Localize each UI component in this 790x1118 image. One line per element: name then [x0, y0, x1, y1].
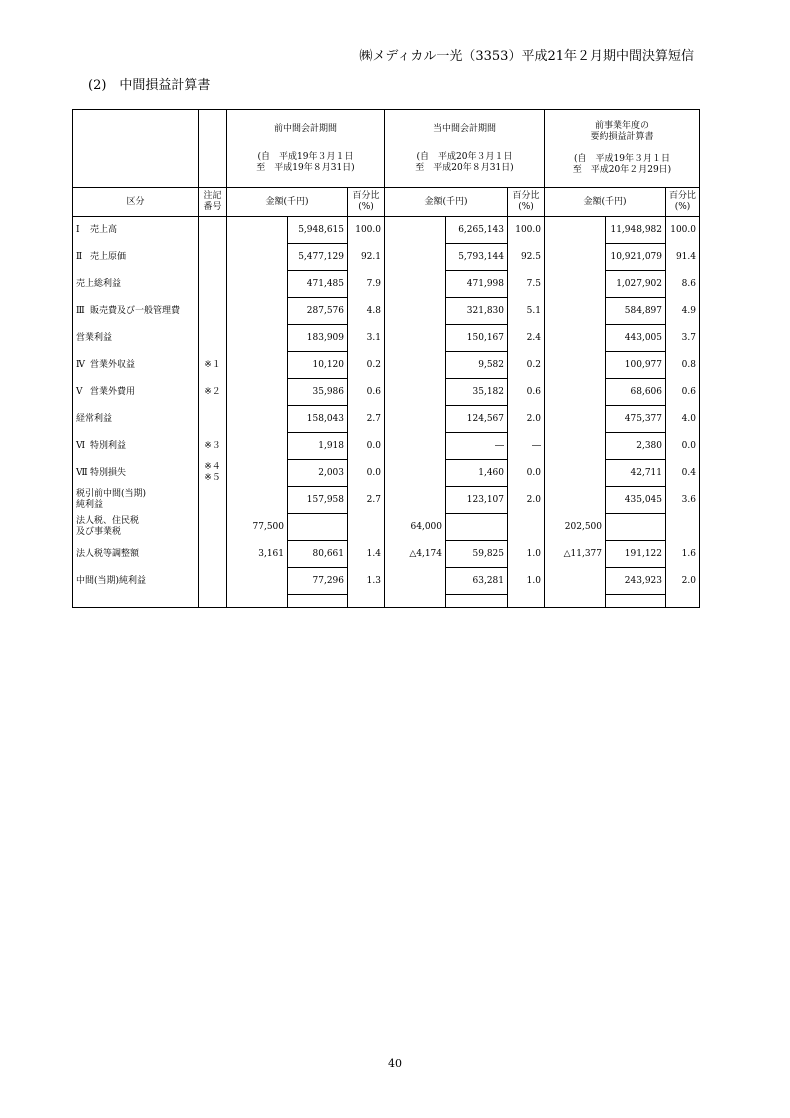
- row-note-number: [199, 244, 227, 271]
- row-note-number: [199, 406, 227, 433]
- col-label-note: 注記 番号: [199, 188, 227, 217]
- row-amount-cell: 77,296: [288, 568, 348, 595]
- row-roman-numeral: Ⅲ: [76, 305, 85, 316]
- row-sub-amount-cell: [385, 352, 446, 379]
- row-percent-cell: [348, 514, 385, 541]
- row-note-number: ※２: [199, 379, 227, 406]
- row-sub-amount-cell: [227, 568, 288, 595]
- row-sub-amount-cell: [545, 460, 606, 487]
- row-note-number: [199, 271, 227, 298]
- row-percent-cell: 92.5: [508, 244, 545, 271]
- col-label-amount: 金額(千円): [227, 188, 348, 217]
- end-cell: [446, 595, 508, 608]
- row-amount-cell: 287,576: [288, 298, 348, 325]
- period-header-row: [73, 110, 700, 188]
- period-range: (自 平成19年３月１日 至 平成19年８月31日): [256, 151, 355, 173]
- row-sub-amount-cell: [227, 271, 288, 298]
- table-row: [73, 487, 700, 514]
- row-amount-cell: 243,923: [606, 568, 666, 595]
- row-sub-amount-cell: [545, 352, 606, 379]
- row-amount-cell: 321,830: [446, 298, 508, 325]
- row-roman-numeral: Ⅰ: [76, 224, 80, 235]
- row-percent-cell: [666, 514, 700, 541]
- row-note-number: [199, 217, 227, 244]
- row-item-cell: [73, 487, 199, 514]
- end-cell: [199, 595, 227, 608]
- row-sub-amount-cell: △4,174: [385, 541, 446, 568]
- row-item-cell: [73, 217, 199, 244]
- row-sub-amount-cell: [545, 433, 606, 460]
- table-row: [73, 325, 700, 352]
- row-item-cell: [73, 433, 199, 460]
- row-percent-cell: 0.0: [508, 460, 545, 487]
- row-sub-amount-cell: [227, 217, 288, 244]
- row-sub-amount-cell: [385, 433, 446, 460]
- row-sub-amount-cell: 202,500: [545, 514, 606, 541]
- row-roman-numeral: Ⅳ: [76, 359, 85, 370]
- row-percent-cell: 0.6: [508, 379, 545, 406]
- row-amount-cell: 5,793,144: [446, 244, 508, 271]
- table-row: [73, 460, 700, 487]
- row-amount-cell: 475,377: [606, 406, 666, 433]
- row-sub-amount-cell: [385, 460, 446, 487]
- row-amount-cell: [446, 514, 508, 541]
- row-percent-cell: 5.1: [508, 298, 545, 325]
- row-item-cell: [73, 325, 199, 352]
- row-sub-amount-cell: [545, 298, 606, 325]
- row-percent-cell: 0.2: [348, 352, 385, 379]
- row-amount-cell: 150,167: [446, 325, 508, 352]
- row-label: 販売費及び一般管理費: [90, 305, 181, 316]
- row-sub-amount-cell: [227, 352, 288, 379]
- period-range: (自 平成20年３月１日 至 平成20年８月31日): [415, 151, 514, 173]
- row-amount-cell: 5,948,615: [288, 217, 348, 244]
- col-label-item: 区分: [73, 188, 199, 217]
- period-title: 前中間会計期間: [273, 123, 337, 134]
- row-percent-cell: 0.4: [666, 460, 700, 487]
- row-percent-cell: 2.0: [508, 487, 545, 514]
- row-amount-cell: 63,281: [446, 568, 508, 595]
- col-label-amount: 金額(千円): [545, 188, 666, 217]
- row-percent-cell: 2.0: [508, 406, 545, 433]
- row-percent-cell: 100.0: [508, 217, 545, 244]
- statement-rows: [73, 217, 700, 595]
- row-amount-cell: 9,582: [446, 352, 508, 379]
- row-amount-cell: 2,003: [288, 460, 348, 487]
- row-percent-cell: 1.0: [508, 541, 545, 568]
- row-label: 売上高: [90, 224, 118, 235]
- row-amount-cell: 100,977: [606, 352, 666, 379]
- column-label-row: [73, 188, 700, 217]
- table-end-row: [73, 595, 700, 608]
- row-roman-numeral: Ⅵ: [76, 440, 86, 451]
- row-percent-cell: 3.6: [666, 487, 700, 514]
- row-label: 営業利益: [76, 332, 113, 343]
- row-amount-cell: 1,918: [288, 433, 348, 460]
- end-cell: [348, 595, 385, 608]
- header-blank-note: [199, 110, 227, 188]
- row-percent-cell: 1.6: [666, 541, 700, 568]
- period-header-prev-interim: [227, 110, 385, 188]
- row-percent-cell: 7.9: [348, 271, 385, 298]
- row-percent-cell: 0.0: [348, 433, 385, 460]
- row-percent-cell: 4.8: [348, 298, 385, 325]
- row-amount-cell: ―: [446, 433, 508, 460]
- row-sub-amount-cell: 77,500: [227, 514, 288, 541]
- row-amount-cell: 183,909: [288, 325, 348, 352]
- period-title: 前事業年度の 要約損益計算書: [590, 121, 654, 142]
- row-percent-cell: 4.9: [666, 298, 700, 325]
- row-sub-amount-cell: [385, 217, 446, 244]
- table-row: [73, 541, 700, 568]
- row-item-cell: [73, 514, 199, 541]
- row-sub-amount-cell: [227, 325, 288, 352]
- row-percent-cell: 1.4: [348, 541, 385, 568]
- row-amount-cell: 158,043: [288, 406, 348, 433]
- row-amount-cell: [606, 514, 666, 541]
- row-amount-cell: 2,380: [606, 433, 666, 460]
- row-sub-amount-cell: [385, 568, 446, 595]
- row-sub-amount-cell: [385, 298, 446, 325]
- row-sub-amount-cell: [227, 433, 288, 460]
- period-title: 当中間会計期間: [432, 123, 496, 134]
- end-cell: [227, 595, 288, 608]
- row-label: 特別利益: [90, 440, 127, 451]
- row-sub-amount-cell: [227, 298, 288, 325]
- table-row: [73, 379, 700, 406]
- row-item-cell: [73, 406, 199, 433]
- row-amount-cell: 80,661: [288, 541, 348, 568]
- end-cell: [606, 595, 666, 608]
- row-percent-cell: 8.6: [666, 271, 700, 298]
- row-roman-numeral: Ⅴ: [76, 386, 83, 397]
- table-row: [73, 406, 700, 433]
- row-percent-cell: ―: [508, 433, 545, 460]
- row-percent-cell: 4.0: [666, 406, 700, 433]
- table-row: [73, 244, 700, 271]
- row-item-cell: [73, 271, 199, 298]
- table-row: [73, 298, 700, 325]
- row-note-number: [199, 298, 227, 325]
- row-amount-cell: 35,986: [288, 379, 348, 406]
- row-item-cell: [73, 568, 199, 595]
- row-percent-cell: 0.0: [348, 460, 385, 487]
- row-label: 特別損失: [90, 467, 127, 478]
- row-amount-cell: [288, 514, 348, 541]
- col-label-pct: 百分比 (%): [348, 188, 385, 217]
- row-amount-cell: 42,711: [606, 460, 666, 487]
- row-sub-amount-cell: [385, 244, 446, 271]
- table-row: [73, 433, 700, 460]
- row-amount-cell: 59,825: [446, 541, 508, 568]
- row-note-number: [199, 514, 227, 541]
- row-label: 税引前中間(当期) 純利益: [76, 489, 147, 510]
- row-amount-cell: 157,958: [288, 487, 348, 514]
- row-label: 法人税等調整額: [76, 548, 140, 559]
- table-row: [73, 352, 700, 379]
- row-percent-cell: 100.0: [348, 217, 385, 244]
- row-percent-cell: 3.7: [666, 325, 700, 352]
- end-cell: [288, 595, 348, 608]
- row-amount-cell: 191,122: [606, 541, 666, 568]
- row-item-cell: [73, 460, 199, 487]
- row-note-number: ※１: [199, 352, 227, 379]
- row-sub-amount-cell: [227, 406, 288, 433]
- row-percent-cell: 1.0: [508, 568, 545, 595]
- row-note-number: [199, 487, 227, 514]
- row-amount-cell: 471,998: [446, 271, 508, 298]
- row-percent-cell: 0.8: [666, 352, 700, 379]
- row-percent-cell: 2.4: [508, 325, 545, 352]
- row-item-cell: [73, 379, 199, 406]
- row-label: 売上原価: [90, 251, 127, 262]
- page-number: 40: [388, 1057, 402, 1070]
- row-percent-cell: 2.0: [666, 568, 700, 595]
- row-sub-amount-cell: [385, 271, 446, 298]
- row-sub-amount-cell: [385, 379, 446, 406]
- row-percent-cell: 0.6: [348, 379, 385, 406]
- row-sub-amount-cell: [385, 406, 446, 433]
- row-percent-cell: 3.1: [348, 325, 385, 352]
- end-cell: [385, 595, 446, 608]
- row-sub-amount-cell: [545, 244, 606, 271]
- row-sub-amount-cell: [545, 568, 606, 595]
- period-range: (自 平成19年３月１日 至 平成20年２月29日): [572, 154, 672, 175]
- row-roman-numeral: Ⅶ: [76, 467, 88, 478]
- row-label: 法人税、住民税 及び事業税: [76, 516, 140, 537]
- row-amount-cell: 10,921,079: [606, 244, 666, 271]
- end-cell: [545, 595, 606, 608]
- end-cell: [508, 595, 545, 608]
- row-sub-amount-cell: [545, 487, 606, 514]
- row-amount-cell: 11,948,982: [606, 217, 666, 244]
- row-sub-amount-cell: [545, 271, 606, 298]
- row-amount-cell: 10,120: [288, 352, 348, 379]
- table-row: [73, 271, 700, 298]
- row-percent-cell: 7.5: [508, 271, 545, 298]
- row-label: 中間(当期)純利益: [76, 575, 147, 586]
- row-item-cell: [73, 244, 199, 271]
- row-percent-cell: 1.3: [348, 568, 385, 595]
- row-amount-cell: 123,107: [446, 487, 508, 514]
- row-percent-cell: 100.0: [666, 217, 700, 244]
- row-percent-cell: 0.0: [666, 433, 700, 460]
- section-title: (2) 中間損益計算書: [88, 78, 211, 93]
- table-row: [73, 217, 700, 244]
- row-amount-cell: 124,567: [446, 406, 508, 433]
- row-sub-amount-cell: 64,000: [385, 514, 446, 541]
- row-label: 売上総利益: [76, 278, 122, 289]
- row-note-number: [199, 541, 227, 568]
- row-label: 営業外費用: [90, 386, 136, 397]
- row-note-number: [199, 325, 227, 352]
- period-header-prev-year: [545, 110, 700, 188]
- col-label-amount: 金額(千円): [385, 188, 508, 217]
- row-sub-amount-cell: [545, 217, 606, 244]
- row-sub-amount-cell: [385, 325, 446, 352]
- row-percent-cell: 2.7: [348, 406, 385, 433]
- row-amount-cell: 6,265,143: [446, 217, 508, 244]
- row-amount-cell: 35,182: [446, 379, 508, 406]
- row-sub-amount-cell: [227, 487, 288, 514]
- row-note-number: [199, 568, 227, 595]
- row-amount-cell: 68,606: [606, 379, 666, 406]
- row-amount-cell: 1,460: [446, 460, 508, 487]
- row-percent-cell: 0.6: [666, 379, 700, 406]
- row-note-number: ※３: [199, 433, 227, 460]
- row-amount-cell: 435,045: [606, 487, 666, 514]
- row-amount-cell: 1,027,902: [606, 271, 666, 298]
- end-cell: [73, 595, 199, 608]
- income-statement-table: [72, 109, 700, 608]
- row-sub-amount-cell: △11,377: [545, 541, 606, 568]
- row-sub-amount-cell: [545, 325, 606, 352]
- row-item-cell: [73, 298, 199, 325]
- row-percent-cell: 0.2: [508, 352, 545, 379]
- row-sub-amount-cell: [227, 244, 288, 271]
- row-percent-cell: 2.7: [348, 487, 385, 514]
- company-header: ㈱メディカル一光（3353）平成21年２月期中間決算短信: [359, 49, 694, 64]
- row-sub-amount-cell: [545, 379, 606, 406]
- header-blank-item: [73, 110, 199, 188]
- table-row: [73, 514, 700, 541]
- row-percent-cell: 92.1: [348, 244, 385, 271]
- row-roman-numeral: Ⅱ: [76, 251, 83, 262]
- row-label: 営業外収益: [90, 359, 136, 370]
- end-cell: [666, 595, 700, 608]
- row-amount-cell: 471,485: [288, 271, 348, 298]
- row-item-cell: [73, 352, 199, 379]
- row-label: 経常利益: [76, 413, 113, 424]
- col-label-pct: 百分比 (%): [666, 188, 700, 217]
- row-percent-cell: 91.4: [666, 244, 700, 271]
- row-amount-cell: 443,005: [606, 325, 666, 352]
- period-header-current-interim: [385, 110, 545, 188]
- row-item-cell: [73, 541, 199, 568]
- row-sub-amount-cell: [227, 460, 288, 487]
- row-percent-cell: [508, 514, 545, 541]
- row-sub-amount-cell: 3,161: [227, 541, 288, 568]
- row-amount-cell: 584,897: [606, 298, 666, 325]
- table-row: [73, 568, 700, 595]
- row-sub-amount-cell: [385, 487, 446, 514]
- row-note-number: ※４ ※５: [199, 460, 227, 487]
- row-amount-cell: 5,477,129: [288, 244, 348, 271]
- row-sub-amount-cell: [227, 379, 288, 406]
- row-sub-amount-cell: [545, 406, 606, 433]
- col-label-pct: 百分比 (%): [508, 188, 545, 217]
